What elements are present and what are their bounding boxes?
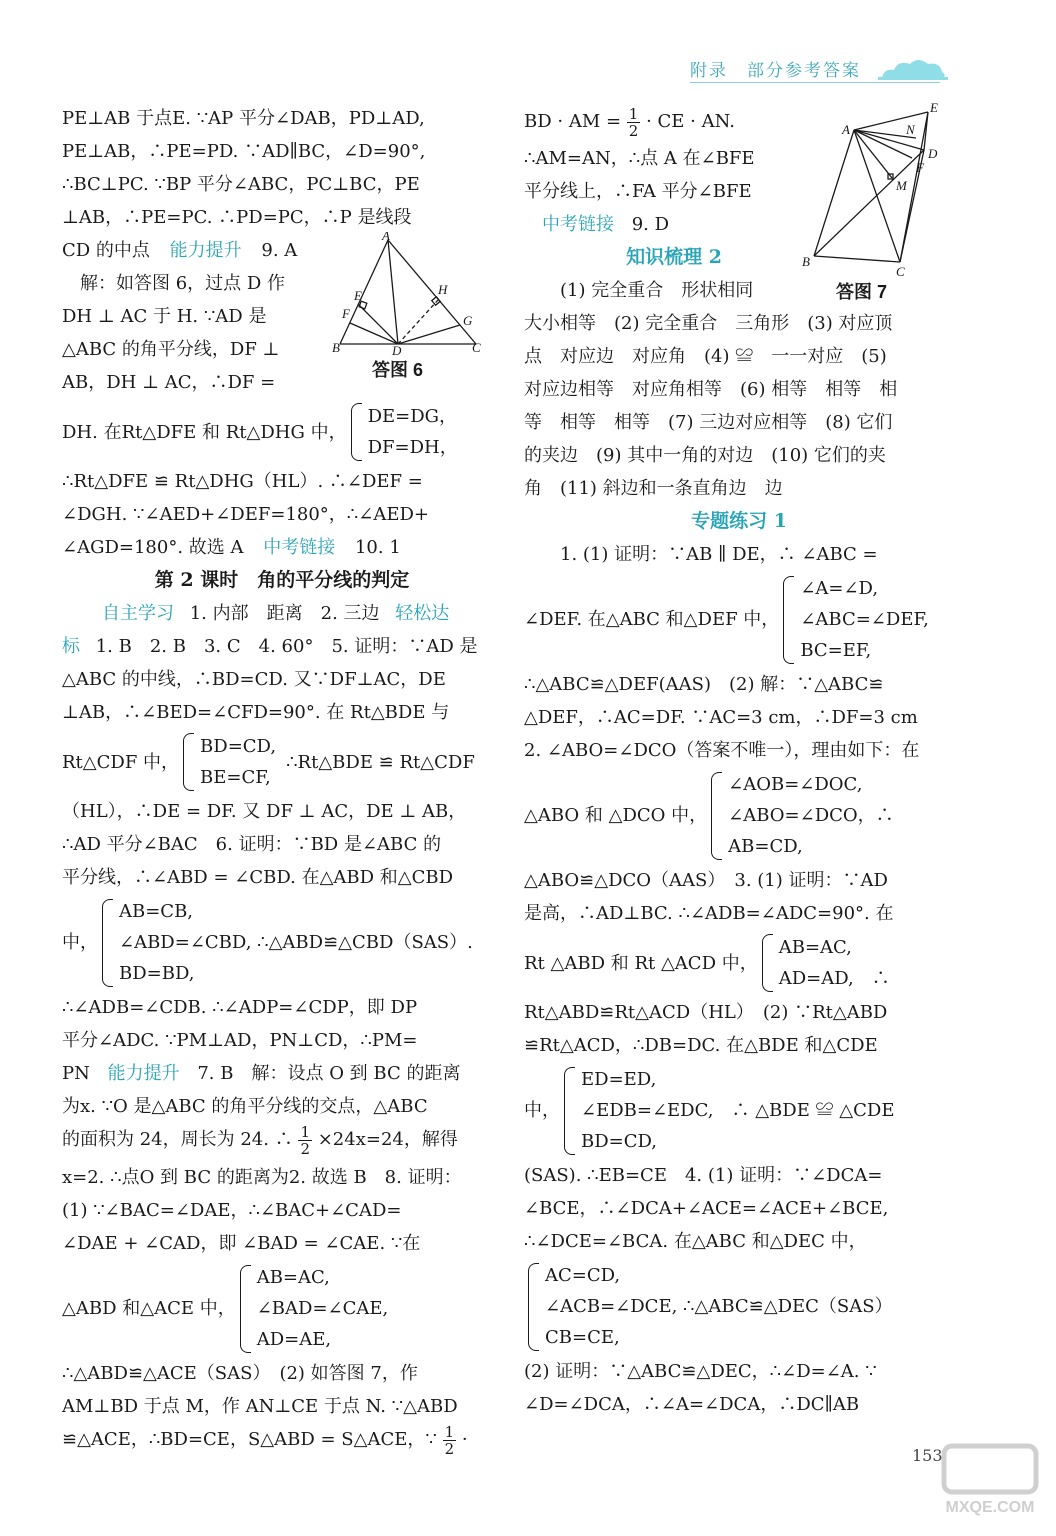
header-rule [690,82,940,83]
equation-system [62,1262,502,1355]
equation-line: ∠A=∠D, [800,578,879,599]
text-line: ≌Rt△ACD，∴DB=DC. 在△BDE 和△CDE [524,1035,878,1056]
text-span: 中， [524,1100,560,1121]
text-line: PE⊥AB 于点E. ∵AP 平分∠DAB，PD⊥AD, [62,108,425,129]
text-line: 等 相等 相等 (7) 三边对应相等 (8) 它们 [524,412,893,433]
text-line: （HL），∴DE = DF. 又 DF ⊥ AC，DE ⊥ AB， [62,801,467,822]
text-line: ∠BCE，∴∠DCA+∠ACE=∠ACE+∠BCE, [524,1198,889,1219]
brace-icon [102,899,113,987]
figure-6-triangle-diagram [330,232,490,357]
text-span: 9. A [261,240,298,261]
section-heading: 知识梳理 2 [626,246,722,268]
brace-icon [528,1263,539,1351]
figure-7-caption: 答图 7 [836,282,888,302]
text-span: 7. B 解：设点 O 到 BC 的距离 [197,1063,461,1084]
text-line: ∴∠ADB=∠CDB. ∴∠ADP=∠CDP，即 DP [62,997,418,1018]
equation-line: ∠EDB=∠EDC, ∴ △BDE ≌ △CDE [581,1100,895,1121]
section-tag: 中考链接 [542,214,614,235]
text-line: x=2. ∴点O 到 BC 的距离为2. 故选 B 8. 证明： [62,1167,462,1188]
equation-system [62,896,502,989]
section-heading: 专题练习 1 [691,510,787,532]
equation-line: AB=CB, [119,901,194,922]
equation-system [524,573,954,666]
equation-line: ∠BAD=∠CAE, [256,1298,389,1319]
equation-line: AB=AC, [778,937,852,958]
svg-text:A: A [382,232,390,243]
text-line: 是高，∴AD⊥BC. ∴∠ADB=∠ADC=90°. 在 [524,903,894,924]
text-line: AM⊥BD 于点 M，作 AN⊥CE 于点 N. ∵△ABD [62,1396,458,1417]
svg-text:N: N [906,122,915,137]
equation-line: ∠ABD=∠CBD, ∴△ABD≌△CBD（SAS）. [119,932,473,953]
text-line: ⊥AB，∴PE=PC. ∴PD=PC，∴P 是线段 [62,207,412,228]
text-line: ∴AM=AN，∴点 A 在∠BFE [524,148,755,169]
svg-text:E: E [930,100,938,115]
text-line: ∴△ABD≌△ACE（SAS） (2) 如答图 7，作 [62,1363,418,1384]
equation-line: BE=CF, [200,767,271,788]
text-span: BD · AM = [524,111,622,132]
equation-line: ∠ACB=∠DCE, ∴△ABC≌△DEC（SAS） [545,1296,893,1317]
text-line: ∴AD 平分∠BAC 6. 证明：∵BD 是∠ABC 的 [62,834,442,855]
text-line: △ABC 的中线，∴BD=CD. 又∵DF⊥AC，DE [62,669,446,690]
svg-text:B: B [802,254,810,269]
equation-system [524,932,954,994]
brace-icon [783,576,794,664]
equation-line: BD=CD, [200,736,277,757]
equation-line: BD=BD, [119,963,195,984]
section-tag: 能力提升 [169,240,242,261]
text-line: (1) ∵∠BAC=∠DAE，∴∠BAC+∠CAD= [62,1200,402,1221]
brace-icon [240,1265,251,1353]
text-span: △ABO 和 △DCO 中， [524,805,708,826]
text-line: (2) 证明：∵△ABC≌△DEC，∴∠D=∠A. ∵ [524,1361,877,1382]
text-line: 的夹边 (9) 其中一角的对边 (10) 它们的夹 [524,445,886,466]
text-span: 1. 内部 距离 2. 三边 [189,603,380,624]
figure-6-caption: 答图 6 [372,360,424,380]
section-tag: 轻松达 [395,603,450,624]
fraction-denominator: 2 [628,121,639,140]
svg-text:G: G [463,313,473,328]
text-span: Rt △ABD 和 Rt △ACD 中， [524,952,758,974]
text-line: 对应边相等 对应角相等 (6) 相等 相等 相 [524,379,898,400]
text-line: ∠DGH. ∵∠AED+∠DEF=180°，∴∠AED+ [62,504,429,525]
text-line: 1. (1) 证明：∵AB ∥ DE，∴ ∠ABC = [560,544,878,565]
brace-icon [564,1067,575,1155]
right-column [524,102,954,1421]
section-tag: 自主学习 [102,603,174,624]
equation-system [62,401,502,463]
equation-system [524,1064,954,1157]
cloud-decoration-icon [878,52,948,82]
text-line: △ABO≌△DCO（AAS） 3. (1) 证明：∵AD [524,870,888,891]
equation-line: AC=CD, [545,1265,621,1286]
svg-text:E: E [354,288,362,303]
equation-line: AB=CD, [728,836,803,857]
text-span: 10. 1 [354,537,401,558]
text-line: ∴∠DCE=∠BCA. 在△ABC 和△DEC 中， [524,1231,867,1252]
svg-text:D: D [392,343,402,357]
svg-text:D: D [928,146,938,161]
text-span: 9. D [631,214,670,235]
text-line: △ABC 的角平分线，DF ⊥ [62,339,280,360]
text-span: △ABD 和△ACE 中， [62,1298,236,1319]
section-tag: 标 [62,636,80,657]
text-span: 的面积为 24，周长为 24. ∴ [62,1129,293,1150]
brace-icon [762,934,773,992]
brace-icon [711,772,722,860]
page-number: 153 [912,1446,943,1465]
equation-line: BC=EF, [800,640,872,661]
svg-text:H: H [438,282,448,297]
svg-text:C: C [472,340,481,355]
text-line: ∴Rt△DFE ≌ Rt△DHG（HL）. ∴∠DEF = [62,471,423,492]
equation-line: ∠AOB=∠DOC, [728,774,863,795]
watermark-logo [940,1440,1040,1525]
text-line: 平分线上，∴FA 平分∠BFE [524,181,752,202]
text-line: PE⊥AB，∴PE=PD. ∵AD∥BC，∠D=90°, [62,141,426,162]
section-heading: 第 2 课时 角的平分线的判定 [154,569,410,591]
text-line: Rt△ABD≌Rt△ACD（HL） (2) ∵Rt△ABD [524,1002,888,1023]
text-line [62,1123,502,1161]
svg-text:F: F [342,306,350,321]
text-line: ∴△ABC≌△DEF(AAS) (2) 解：∵△ABC≌ [524,674,884,695]
text-line: ∴BC⊥PC. ∵BP 平分∠ABC，PC⊥BC，PE [62,174,420,195]
equation-line: AD=AD, ∴ [778,968,890,989]
text-line [62,630,502,663]
text-line: ∠DAE + ∠CAD，即 ∠BAD = ∠CAE. ∵在 [62,1233,421,1254]
text-span: ≌△ACE，∴BD=CE，S△ABD = S△ACE，∵ [62,1429,437,1450]
equation-line: AD=AE, [256,1329,332,1350]
brace-icon [351,403,362,461]
text-line: (SAS). ∴EB=CE 4. (1) 证明：∵∠DCA= [524,1165,883,1186]
fraction-numerator: 1 [628,104,639,123]
equation-system [524,1260,954,1353]
text-line: 为x. ∵O 是△ABC 的角平分线的交点，△ABC [62,1096,428,1117]
text-line: 2. ∠ABO=∠DCO（答案不唯一），理由如下：在 [524,740,920,761]
svg-text:A: A [842,122,850,137]
text-line: ⊥AB，∴∠BED=∠CFD=90°. 在 Rt△BDE 与 [62,702,450,723]
text-span: · CE · AN. [646,111,735,132]
text-line [62,531,502,564]
text-line [62,597,502,630]
equation-line: ∠ABO=∠DCO，∴ [728,805,894,826]
text-span: · [461,1429,468,1450]
svg-text:C: C [896,264,905,279]
section-tag: 中考链接 [263,537,336,558]
brace-icon [183,733,194,791]
svg-text:F: F [916,160,924,175]
text-span: ∠DEF. 在△ABC 和△DEF 中， [524,609,780,630]
text-span: DH. 在Rt△DFE 和 Rt△DHG 中， [62,421,347,443]
equation-line: DF=DH， [367,437,458,458]
text-span: Rt△CDF 中， [62,751,180,773]
svg-text:B: B [332,340,340,355]
figure-7-quadrilateral-diagram [800,100,950,280]
text-line [62,1057,502,1090]
fraction [298,1124,312,1157]
text-span: 1. B 2. B 3. C 4. 60° 5. 证明：∵AD 是 [95,636,478,657]
fraction [443,1424,457,1457]
text-line: 平分线，∴∠ABD = ∠CBD. 在△ABD 和△CBD [62,867,454,888]
equation-system [62,731,502,793]
text-line: AB，DH ⊥ AC，∴DF = [62,372,276,393]
svg-text:M: M [896,178,907,193]
text-line: (1) 完全重合 形状相同 [560,280,754,301]
text-line: ∠D=∠DCA，∴∠A=∠DCA，∴DC∥AB [524,1394,860,1415]
svg-text:MXQE.COM: MXQE.COM [945,1499,1035,1516]
text-line: 角 (11) 斜边和一条直角边 边 [524,478,783,499]
text-line: 点 对应边 对应角 (4) ≌ 一一对应 (5) [524,346,887,367]
section-tag: 能力提升 [107,1063,180,1084]
text-span: ∴Rt△BDE ≌ Rt△CDF [286,751,475,773]
text-line: 平分∠ADC. ∵PM⊥AD，PN⊥CD，∴PM= [62,1030,418,1051]
fraction-numerator: 1 [444,1422,455,1441]
equation-system [524,769,954,862]
header-title: 附录 部分参考答案 [690,61,861,81]
fraction-numerator: 1 [300,1122,310,1141]
text-span: ∠AGD=180°. 故选 A [62,537,244,558]
text-span: ×24x=24，解得 [317,1129,458,1150]
equation-line: CB=CE, [545,1327,620,1348]
text-span: CD 的中点 [62,240,150,261]
equation-line: ∠ABC=∠DEF, [800,609,929,630]
equation-line: DE=DG， [367,406,458,427]
fraction-denominator: 2 [300,1139,310,1158]
equation-line: ED=ED, [581,1069,657,1090]
equation-line: BD=CD, [581,1131,658,1152]
text-line: △DEF，∴AC=DF. ∵AC=3 cm，∴DF=3 cm [524,707,918,728]
text-span: PN [62,1063,90,1084]
text-line: 大小相等 (2) 完全重合 三角形 (3) 对应顶 [524,313,893,334]
equation-line: AB=AC, [256,1267,330,1288]
text-span: 中， [62,932,98,953]
text-line [62,1423,502,1461]
fraction-denominator: 2 [444,1439,455,1458]
text-line: DH ⊥ AC 于 H. ∵AD 是 [62,306,267,327]
text-line: 解：如答图 6，过点 D 作 [80,273,286,294]
fraction [627,106,641,139]
